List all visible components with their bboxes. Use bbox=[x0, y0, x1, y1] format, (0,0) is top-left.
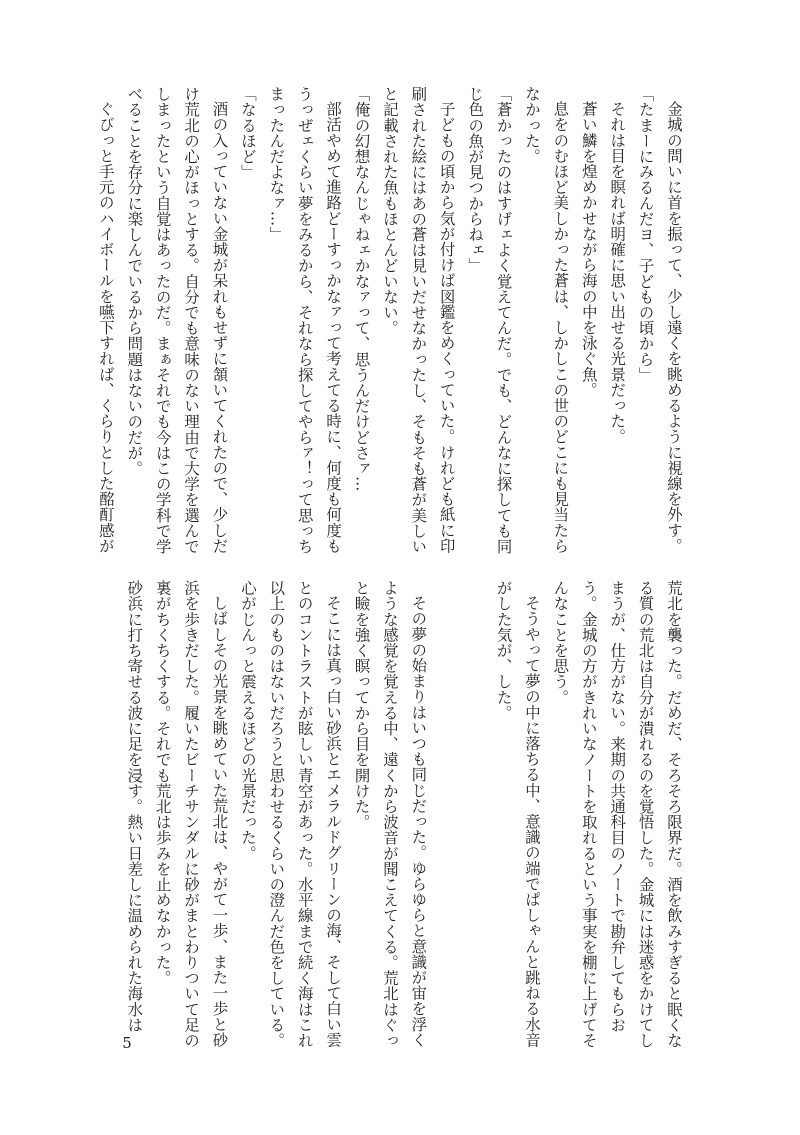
paragraph: そこには真っ白い砂浜とエメラルドグリーンの海、そして白い雲とのコントラストが眩しい青空があった。水平線まで続く海はこれ以上のものはないだろうと思わせるくらいの澄んだ色をしている。心がじんっと震えるほどの光景だった。 bbox=[238, 580, 343, 1048]
paragraph: ぐびっと手元のハイボールを嚥下すれば、くらりとした酩酊感が bbox=[96, 101, 115, 554]
page-number: 5 bbox=[122, 1034, 132, 1052]
paragraph: そうやって夢の中に落ちる中、意識の端でぱしゃんと跳ねる水音がした気が、した。 bbox=[494, 580, 541, 1048]
paragraph: それは目を瞑れば明確に思い出せる光景だった。 bbox=[608, 101, 627, 445]
dialogue-line: 「蒼かったのはすげェよく覚えてんだ。でも、どんなに探しても同じ色の魚が見つからねェ」 bbox=[466, 86, 513, 554]
paragraph: しばしその光景を眺めていた荒北は、やがて一歩、また一歩と砂浜を歩きだした。履いたビーチサンダルに砂がまとわりついて足の裏がちくちくする。それでも荒北は歩みを止めなかった。 bbox=[153, 580, 229, 1048]
paragraph: 砂浜に打ち寄せる波に足を浸す。熱い日差しに温められた海水は bbox=[125, 580, 144, 1033]
blank-line bbox=[461, 580, 489, 1048]
paragraph: その夢の始まりはいつも同じだった。ゆらゆらと意識が宙を浮くような感覚を覚える中、遠くから波音が聞こえてくる。荒北はぐっと瞼を強く瞑ってから目を開けた。 bbox=[352, 580, 428, 1048]
paragraph: 部活やめて進路どーすっかなァって考えてる時に、何度も何度もうっぜェくらい夢をみるから、それなら探してやらァ！って思っちまったんだよなァ…」 bbox=[267, 86, 343, 554]
dialogue-line: 「俺の幻想なんじゃねェかなァって、思うんだけどさァ… bbox=[352, 86, 371, 492]
text-block-lower bbox=[125, 580, 688, 1048]
paragraph: 息をのむほど美しかった蒼は、しかしこの世のどこにも見当たらなかった。 bbox=[522, 86, 570, 554]
paragraph: 金城の問いに首を振って、少し遠くを眺めるように視線を外す。 bbox=[665, 101, 683, 554]
paragraph: 酒の入っていない金城が呆れもせずに頷いてくれたので、少しだけ荒北の心がほっとする。自分でも意味のない理由で大学を選んでしまったという自覚はあったのだ。まぁそれでも今はこの学科で学べることを存分に楽しんでいるから問題はないのだが。 bbox=[125, 86, 229, 554]
text-block-upper bbox=[96, 86, 688, 554]
blank-line bbox=[432, 580, 460, 1048]
paragraph: 蒼い鱗を煌めかせながら海の中を泳ぐ魚。 bbox=[579, 101, 598, 398]
dialogue-line: 「たまーにみるんだヨ、子どもの頃から」 bbox=[636, 86, 655, 383]
paragraph: 荒北を襲った。だめだ、そろそろ限界だ。酒を飲みすぎると眠くなる質の荒北は自分が潰れるのを覚悟した。金城には迷惑をかけてしまうが、仕方がない。来期の共通科目のノートで勘弁してもらおう。金城の方がきれいなノートを取れるという事実を棚に上げてそんなことを思う。 bbox=[551, 580, 683, 1048]
dialogue-line: 「なるほど」 bbox=[238, 86, 257, 180]
paragraph: 子どもの頃から気が付けば図鑑をめくっていた。けれども紙に印刷された絵にはあの蒼は見いだせなかったし、そもそも蒼が美しいと記載された魚もほとんどいない。 bbox=[380, 86, 456, 554]
